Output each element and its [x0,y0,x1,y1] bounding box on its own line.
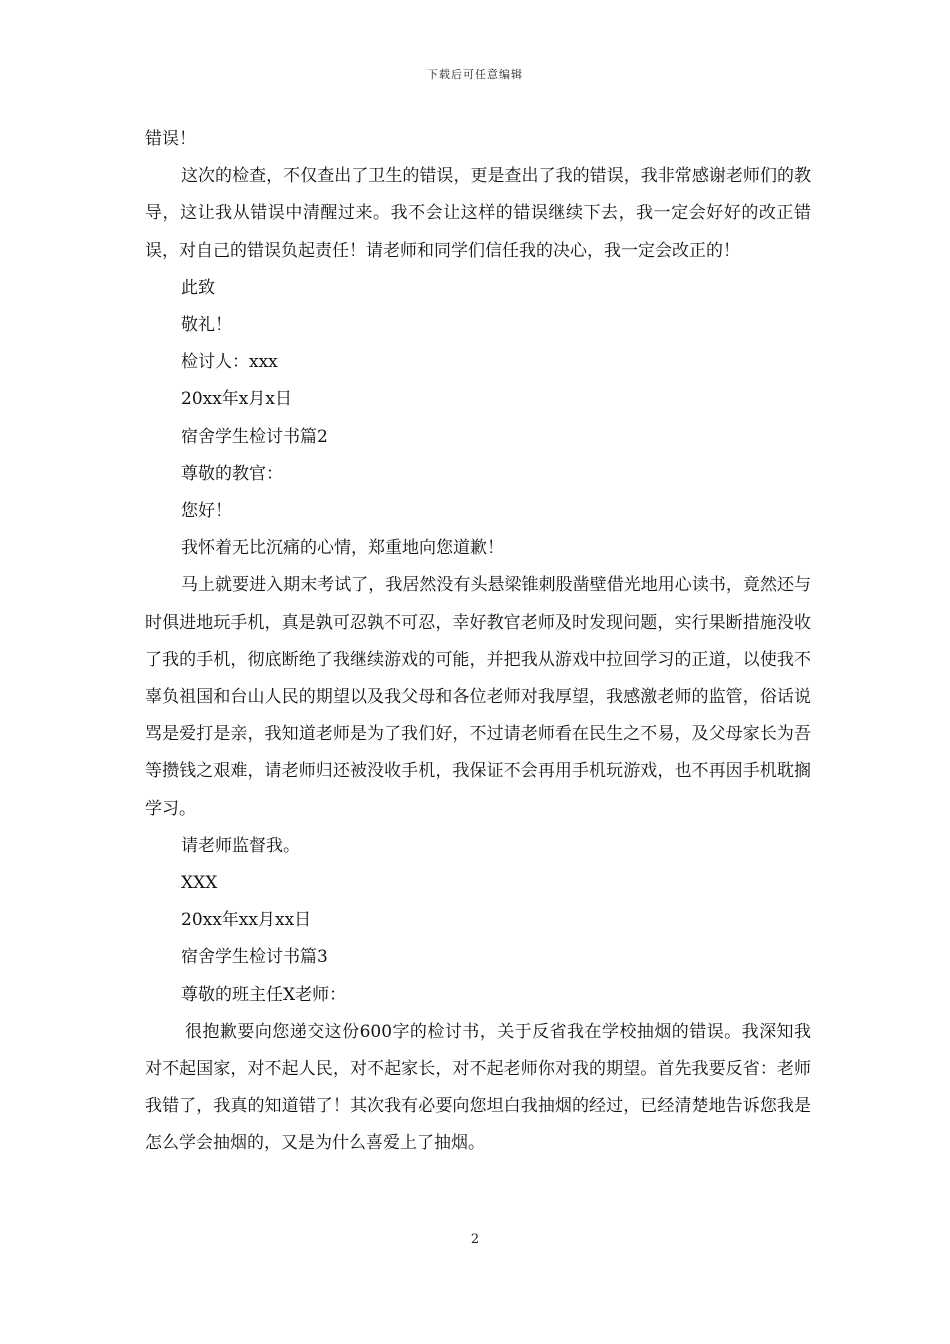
section-title-2: 宿舍学生检讨书篇2 [181,426,328,447]
signer: 检讨人：xxx [181,352,278,373]
document-body [145,121,811,1163]
paragraph-body-3: 很抱歉要向您递交这份600字的检讨书，关于反省我在学校抽烟的错误。我深知我对不起国家，对不起人民，对不起家长，对不起老师你对我的期望。首先我要反省：老师我错了，我真的知道错了！其次我有必要向您坦白我抽烟的经过，已经清楚地告诉您我是怎么学会抽烟的，又是为什么喜爱上了抽烟。 [145,1021,811,1154]
closing-2: 请老师监督我。 [181,835,300,856]
addressee-2: 尊敬的教官： [181,463,283,484]
page-number: 2 [470,1232,480,1247]
paragraph-1: 错误！ [145,129,196,149]
paragraph-body-2: 马上就要进入期末考试了，我居然没有头悬梁锥刺股凿壁借光地用心读书，竟然还与时俱进地玩手机，真是孰可忍孰不可忍，幸好教官老师及时发现问题，实行果断措施没收了我的手机，彻底断绝了我继续游戏的可能，并把我从游戏中拉回学习的正道，以使我不辜负祖国和台山人民的期望以及我父母和各位老师对我厚望，我感激老师的监管，俗话说骂是爱打是亲，我知道老师是为了我们好，不过请老师看在民生之不易，及父母家长为吾等攒钱之艰难，请老师归还被没收手机，我保证不会再用手机玩游戏，也不再因手机耽搁学习。 [145,575,811,819]
paragraph-2: 这次的检查，不仅查出了卫生的错误，更是查出了我的错误，我非常感谢老师们的教导，这让我从错误中清醒过来。我不会让这样的错误继续下去，我一定会好好的改正错误，对自己的错误负起责任！请老师和同学们信任我的决心，我一定会改正的！ [145,166,811,261]
greeting-2: 您好！ [181,501,232,522]
page-header: 下载后可任意编辑 [427,68,523,81]
salutation-jingli: 敬礼！ [181,315,232,336]
salutation-cizhi: 此致 [181,277,215,298]
addressee-3: 尊敬的班主任X老师： [181,984,347,1005]
apology-2: 我怀着无比沉痛的心情，郑重地向您道歉！ [181,538,504,559]
date-1: 20xx年x月x日 [181,389,292,410]
section-title-3: 宿舍学生检讨书篇3 [181,947,328,968]
date-2: 20xx年xx月xx日 [181,910,312,931]
signer-2: XXX [181,873,218,894]
